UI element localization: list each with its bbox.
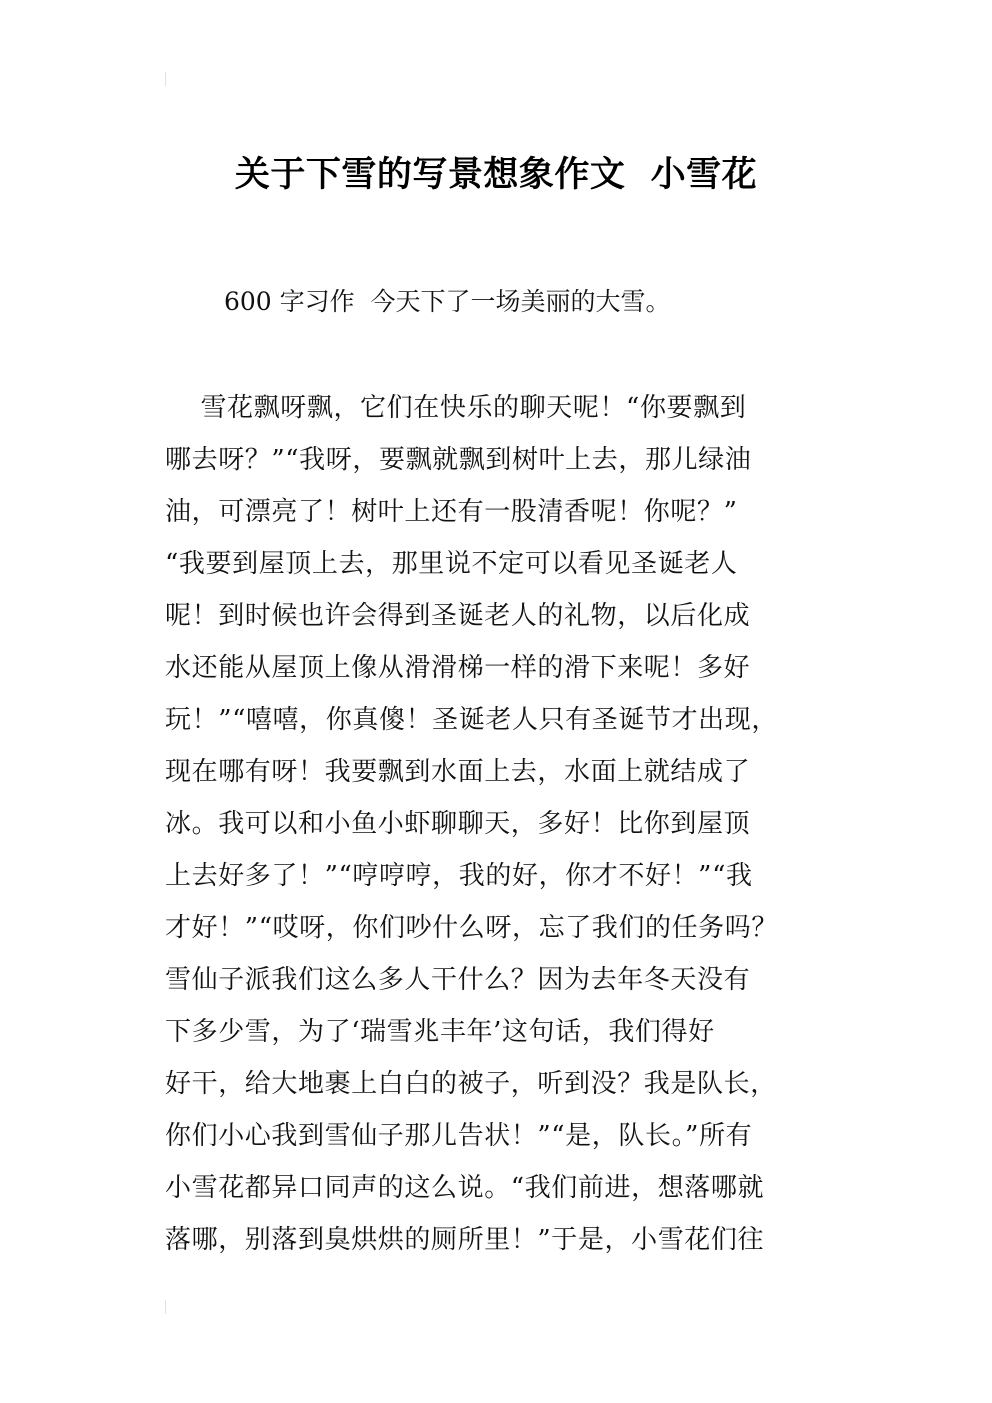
body-line: 你们小心我到雪仙子那儿告状！”“是，队长。”所有 — [165, 1121, 753, 1151]
body-line: 小雪花都异口同声的这么说。“我们前进，想落哪就 — [165, 1173, 765, 1203]
body-line: “我要到屋顶上去，那里说不定可以看见圣诞老人 — [165, 549, 738, 579]
body-line: 才好！”“哎呀，你们吵什么呀，忘了我们的任务吗？ — [165, 913, 778, 943]
body-line: 上去好多了！”“哼哼哼，我的好，你才不好！”“我 — [165, 861, 753, 891]
body-line: 水还能从屋顶上像从滑滑梯一样的滑下来呢！多好 — [165, 653, 751, 683]
body-line: 好干，给大地裹上白白的被子，听到没？我是队长， — [165, 1069, 777, 1099]
body-line: 落哪，别落到臭烘烘的厕所里！”于是，小雪花们往 — [165, 1225, 765, 1255]
body-line: 冰。我可以和小鱼小虾聊聊天，多好！比你到屋顶 — [165, 809, 751, 839]
essay-body — [165, 382, 845, 1266]
body-line: 雪花飘呀飘，它们在快乐的聊天呢！“你要飘到 — [165, 393, 747, 423]
page-corner-mark-top — [165, 72, 166, 86]
body-line: 玩！”“嘻嘻，你真傻！圣诞老人只有圣诞节才出现， — [165, 705, 778, 735]
body-line: 现在哪有呀！我要飘到水面上去，水面上就结成了 — [165, 757, 751, 787]
body-line: 呢！到时候也许会得到圣诞老人的礼物，以后化成 — [165, 601, 751, 631]
body-line: 哪去呀？”“我呀，要飘就飘到树叶上去，那儿绿油 — [165, 445, 752, 475]
body-line: 油，可漂亮了！树叶上还有一股清香呢！你呢？” — [165, 497, 738, 527]
page-corner-mark-bottom — [165, 1300, 166, 1314]
body-line: 雪仙子派我们这么多人干什么？因为去年冬天没有 — [165, 965, 751, 995]
body-line: 下多少雪，为了‘瑞雪兆丰年’这句话，我们得好 — [165, 1017, 715, 1047]
intro-line: 600 字习作 今天下了一场美丽的大雪。 — [224, 287, 671, 316]
document-title: 关于下雪的写景想象作文 小雪花 — [234, 155, 758, 196]
